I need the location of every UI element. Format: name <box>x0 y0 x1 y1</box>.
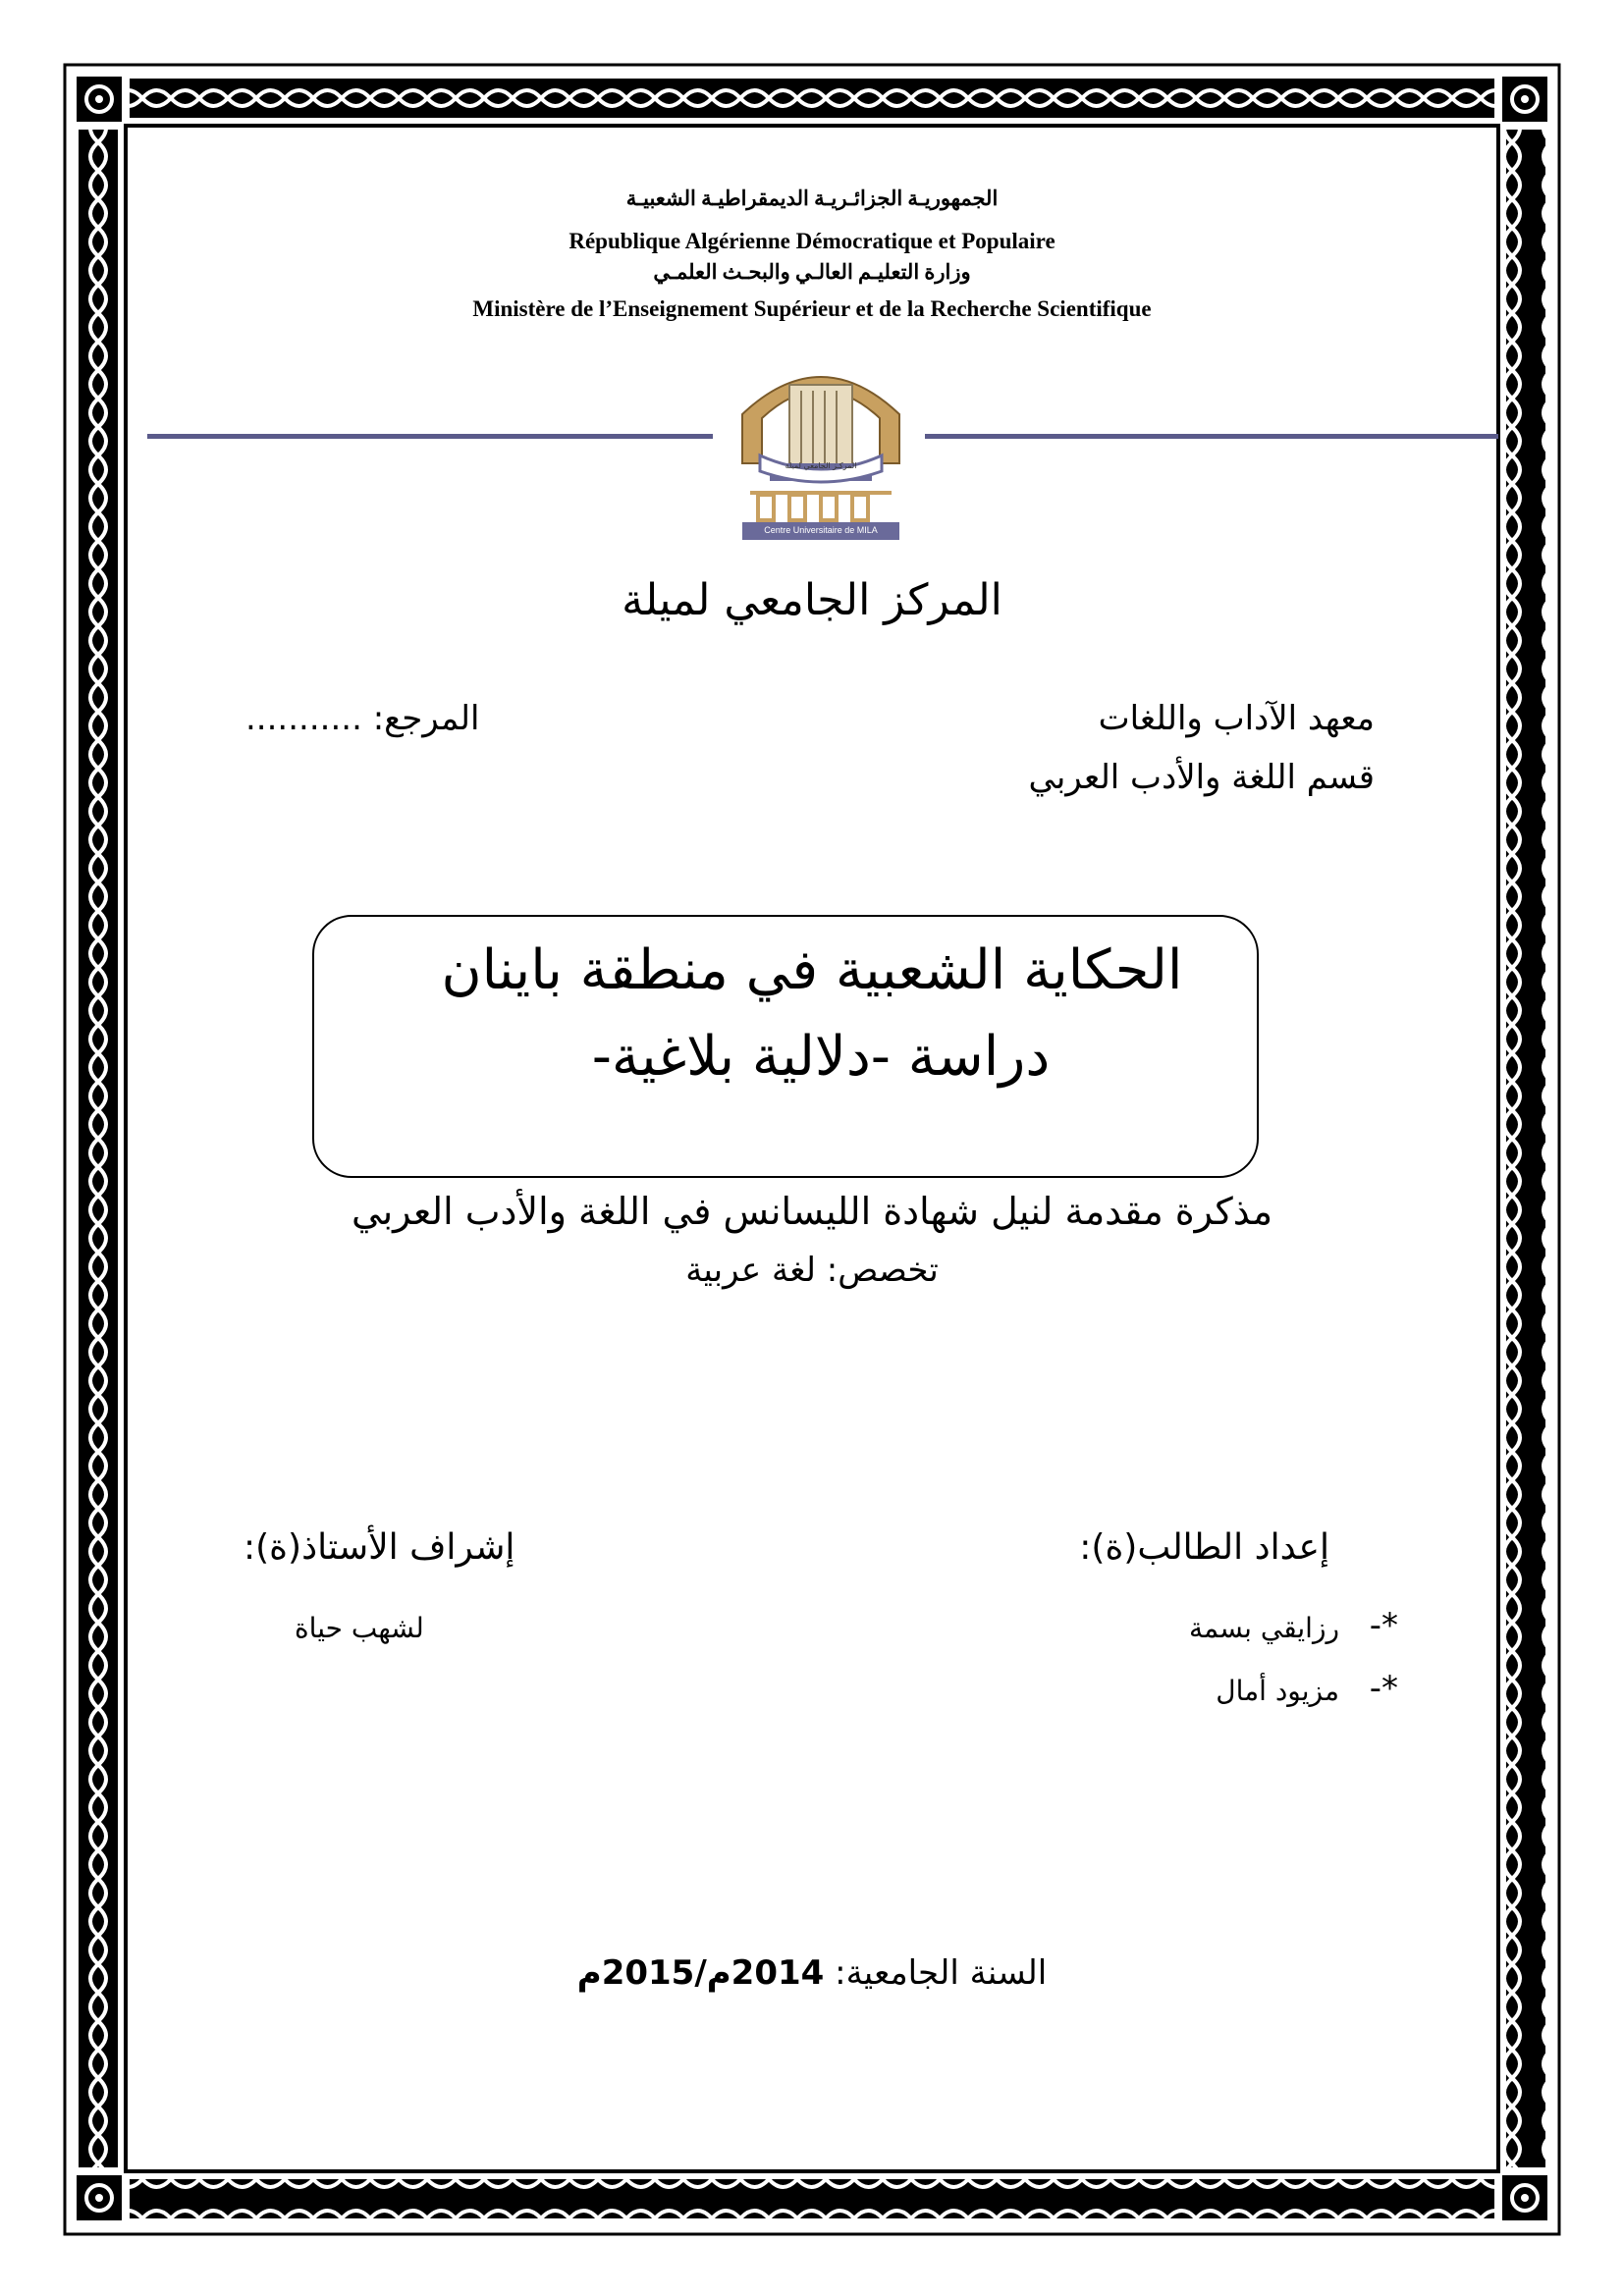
academic-year-value: 2014م/2015م <box>576 1953 825 1993</box>
supervisor-heading: إشراف الأستاذ(ة): <box>244 1527 515 1568</box>
logo-banner-text: المركـز الجامعي لميلة <box>785 461 857 470</box>
logo-caption: Centre Universitaire de MILA <box>764 525 878 535</box>
thesis-title-line1: الحكاية الشعبية في منطقة باينان <box>441 938 1183 1002</box>
reference-number: المرجع: ........... <box>245 699 480 738</box>
supervisor-name: لشهب حياة <box>295 1612 424 1644</box>
memo-description: مذكرة مقدمة لنيل شهادة الليسانس في اللغة والأدب العربي <box>351 1190 1273 1233</box>
header-rule-right <box>925 434 1498 439</box>
republic-name-arabic: الجمهوريـة الجزائـريـة الديمقراطيـة الشعبيـة <box>625 187 999 210</box>
student-bullet-1: *- <box>1369 1606 1398 1645</box>
thesis-title-line2: دراسة -دلالية بلاغية- <box>591 1025 1051 1089</box>
republic-name-french: République Algérienne Démocratique et Populaire <box>568 229 1056 253</box>
academic-year <box>0 1953 1624 1993</box>
department-name: قسم اللغة والأدب العربي <box>1028 758 1375 797</box>
academic-year-label: السنة الجامعية: <box>824 1953 1048 1993</box>
student-name-2: مزيود أمال <box>1216 1675 1339 1707</box>
header-rule-left <box>147 434 713 439</box>
memo-specialty: تخصص: لغة عربية <box>685 1251 939 1290</box>
ministry-name-arabic: وزارة التعليـم العالـي والبحـث العلمـي <box>653 260 971 284</box>
student-name-1: رزايقي بسمة <box>1189 1612 1339 1644</box>
institution-name: المركز الجامعي لميلة <box>622 575 1002 625</box>
logo-emblem-icon <box>734 346 907 542</box>
students-heading: إعداد الطالب(ة): <box>1079 1527 1329 1568</box>
ministry-name-french: Ministère de l’Enseignement Supérieur et de la Recherche Scientifique <box>472 296 1152 321</box>
institute-name: معهد الآداب واللغات <box>1098 699 1375 738</box>
university-logo <box>734 346 907 542</box>
student-bullet-2: *- <box>1369 1669 1398 1708</box>
